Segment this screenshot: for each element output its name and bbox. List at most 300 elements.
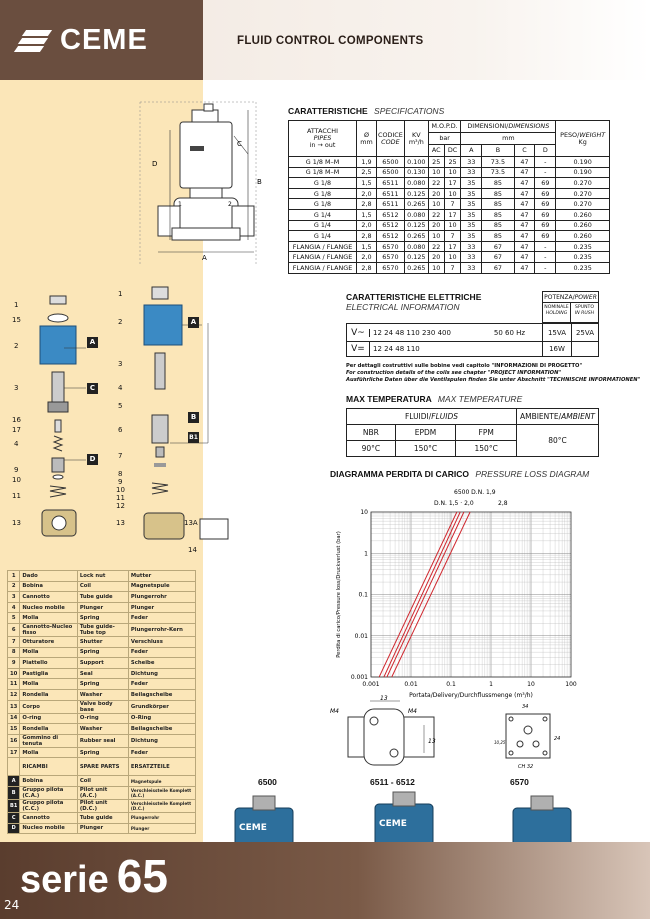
col-ac: AC [428, 145, 444, 157]
spec-cell: 2,0 [357, 252, 377, 263]
x-axis-label: Portata/Delivery/Durchflussmenge (m³/h) [409, 692, 533, 699]
callout-right-13: 13 [116, 519, 125, 527]
spare-header-cell: SPARE PARTS [77, 758, 128, 776]
dim-d-label: D [152, 160, 158, 168]
ac-voltages: 12 24 48 110 230 400 [369, 329, 477, 337]
power-label: POTENZA/ [544, 294, 575, 301]
col-kv-unit: m³/h [408, 137, 424, 146]
spec-cell: 7 [444, 231, 461, 242]
spec-cell: 85 [482, 178, 514, 189]
spec-cell: 47 [514, 188, 535, 199]
spec-cell: G 1/8 M–M [289, 157, 357, 168]
spec-cell: 67 [482, 241, 514, 252]
spec-cell: 22 [428, 178, 444, 189]
temperature-heading [346, 394, 522, 404]
spec-cell: - [535, 262, 556, 273]
spec-cell: 6511 [377, 199, 405, 210]
spec-cell: G 1/4 [289, 209, 357, 220]
spare-row [8, 786, 196, 799]
dim-a-label: A [202, 254, 207, 262]
part-cell: Spring [77, 747, 128, 758]
spare-cell: Verschleissteile Komplett (D.C.) [128, 799, 195, 812]
section-badge-b: B [188, 412, 199, 423]
spec-cell: 47 [514, 241, 535, 252]
spare-cell: Pilot unit (A.C.) [77, 786, 128, 799]
ac-inrush-power: 25VA [571, 324, 598, 342]
col-in-out: in → out [309, 140, 336, 149]
brand-name: CEME [60, 24, 148, 56]
part-cell: Bobina [20, 581, 77, 592]
callout-left-10: 10 [12, 476, 21, 484]
callout-right-12: 12 [116, 502, 125, 510]
spare-cell: C [8, 812, 20, 823]
part-cell: Tube guide-Tube top [77, 623, 128, 636]
spec-cell: 10 [444, 252, 461, 263]
ambient-temp: 80°C [517, 425, 599, 457]
spec-cell: 0.080 [404, 241, 428, 252]
dim-b-label: B [257, 178, 262, 186]
spec-cell: 0.235 [556, 241, 610, 252]
spare-cell: Gruppo pilota (C.A.) [20, 786, 77, 799]
spec-cell: 33 [461, 241, 482, 252]
spec-cell: - [535, 167, 556, 178]
dim-ch32-label: CH 32 [518, 764, 534, 770]
spec-cell: 47 [514, 252, 535, 263]
col-kg: Kg [578, 137, 587, 146]
spare-cell: Nucleo mobile [20, 823, 77, 834]
part-cell: Valve body base [77, 700, 128, 713]
part-cell: Plunger [77, 602, 128, 613]
spec-cell: G 1/4 [289, 231, 357, 242]
spec-cell: 69 [535, 231, 556, 242]
spec-cell: 20 [428, 220, 444, 231]
pressure-loss-chart [326, 484, 586, 699]
spec-cell: 6512 [377, 209, 405, 220]
spare-cell: Plungerrohr [128, 812, 195, 823]
spec-cell: 25 [444, 157, 461, 168]
page-title: FLUID CONTROL COMPONENTS [237, 35, 424, 47]
part-cell: Rubber seal [77, 734, 128, 747]
spec-cell: 47 [514, 199, 535, 210]
spec-cell: 85 [482, 209, 514, 220]
part-cell: 3 [8, 592, 20, 603]
spec-cell: 47 [514, 178, 535, 189]
spare-row [8, 799, 196, 812]
part-row [8, 647, 196, 658]
spec-cell: - [535, 252, 556, 263]
part-cell: 11 [8, 679, 20, 690]
port-1-label: 1 [178, 201, 182, 208]
part-cell: Scheibe [128, 658, 195, 669]
part-cell: Feder [128, 747, 195, 758]
part-row [8, 581, 196, 592]
spec-cell: 0.270 [556, 188, 610, 199]
part-cell: Cannotto [20, 592, 77, 603]
part-cell: Corpo [20, 700, 77, 713]
y-tick-label: 10 [360, 509, 368, 516]
spec-cell: 7 [444, 262, 461, 273]
callout-right-3: 3 [118, 360, 123, 368]
epdm-label: EPDM [395, 425, 456, 441]
part-cell: Feder [128, 647, 195, 658]
flange-dimension-drawing [330, 695, 450, 775]
callout-left-13: 13 [12, 519, 21, 527]
part-row [8, 679, 196, 690]
series-word: serie [20, 859, 109, 901]
m4-right-label: M4 [408, 708, 417, 715]
specifications-body [289, 157, 610, 274]
spec-row [289, 167, 610, 178]
callout-left-15: 15 [12, 316, 21, 324]
specs-title: CARATTERISTICHE [288, 106, 368, 116]
part-cell: Nucleo mobile [20, 602, 77, 613]
spec-cell: 10 [444, 167, 461, 178]
spec-cell: 85 [482, 220, 514, 231]
part-row [8, 713, 196, 724]
annotation-dn: D.N. 1,5 · 2,0 [434, 500, 474, 507]
part-cell: Dichtung [128, 734, 195, 747]
part-row [8, 724, 196, 735]
spec-cell: 6500 [377, 167, 405, 178]
spec-row [289, 178, 610, 189]
part-cell: 1 [8, 571, 20, 582]
col-pipes: PIPES [313, 134, 332, 143]
spec-cell: 0.125 [404, 220, 428, 231]
part-cell: Spring [77, 679, 128, 690]
spec-row [289, 188, 610, 199]
spec-cell: 69 [535, 178, 556, 189]
fpm-label: FPM [456, 425, 517, 441]
spec-cell: 0.235 [556, 262, 610, 273]
spec-cell: 33 [461, 157, 482, 168]
part-cell: Tube guide [77, 592, 128, 603]
spec-cell: 20 [428, 252, 444, 263]
spare-cell: Tube guide [77, 812, 128, 823]
part-cell: 17 [8, 747, 20, 758]
fpm-temp: 150°C [456, 441, 517, 457]
port-2-label: 2 [228, 201, 232, 208]
spec-cell: 0.265 [404, 262, 428, 273]
col-b: B [482, 145, 514, 157]
spec-row [289, 209, 610, 220]
dim-34-label: 34 [522, 704, 529, 710]
specs-title-en: SPECIFICATIONS [374, 106, 445, 116]
spec-cell: 69 [535, 220, 556, 231]
spare-cell: D [8, 823, 20, 834]
spec-cell: 0.190 [556, 167, 610, 178]
ceme-logo-mark-icon [20, 28, 54, 54]
product-6511-6512-label: 6511 - 6512 [370, 777, 415, 787]
y-tick-label: 1 [364, 550, 368, 558]
dim-13v-label: 13 [428, 738, 436, 745]
spare-row [8, 776, 196, 787]
spec-row [289, 252, 610, 263]
part-cell: Rondella [20, 724, 77, 735]
y-axis-label: Perdita di carico/Pressure loss/Druckverlust (bar) [336, 531, 342, 658]
spec-cell: 22 [428, 241, 444, 252]
spec-cell: 0.130 [404, 167, 428, 178]
section-badge-c: C [87, 383, 98, 394]
callout-right-2: 2 [118, 318, 123, 326]
x-tick-label: 1 [489, 681, 493, 688]
spare-cell: Pilot unit (D.C.) [77, 799, 128, 812]
part-row [8, 623, 196, 636]
part-cell: Cannotto-Nucleo fisso [20, 623, 77, 636]
col-dc: DC [444, 145, 461, 157]
section-badge-b1: B1 [189, 434, 198, 441]
spec-cell: 73.5 [482, 157, 514, 168]
callout-right-11: 11 [116, 494, 125, 502]
callout-right-9: 9 [118, 478, 123, 486]
part-cell: Molla [20, 679, 77, 690]
col-weight: WEIGHT [579, 130, 606, 139]
spec-cell: 67 [482, 262, 514, 273]
callout-right-1: 1 [118, 290, 123, 298]
col-peso: PESO/ [560, 130, 580, 139]
spec-cell: 47 [514, 157, 535, 168]
dc-voltages: 12 24 48 110 [369, 342, 542, 356]
spec-cell: 20 [428, 188, 444, 199]
col-c: C [514, 145, 535, 157]
chart-heading [330, 469, 589, 479]
spec-cell: G 1/8 [289, 199, 357, 210]
chart-title: DIAGRAMMA PERDITA DI CARICO [330, 469, 469, 479]
callout-left-4: 4 [14, 440, 19, 448]
part-cell: Support [77, 658, 128, 669]
callout-right-7: 7 [118, 452, 123, 460]
part-cell: Piattello [20, 658, 77, 669]
spec-cell: 33 [461, 252, 482, 263]
spec-cell: 6511 [377, 188, 405, 199]
y-tick-label: 0.1 [358, 591, 368, 599]
col-a: A [461, 145, 482, 157]
callout-right-4: 4 [118, 384, 123, 392]
spec-row [289, 220, 610, 231]
annotation-2-8: 2,8 [498, 500, 508, 507]
spec-cell: 33 [461, 262, 482, 273]
spec-cell: 35 [461, 220, 482, 231]
part-cell: 7 [8, 636, 20, 647]
spare-row [8, 812, 196, 823]
part-cell: Gommino di tenuta [20, 734, 77, 747]
spec-cell: 2,8 [357, 231, 377, 242]
spec-cell: 17 [444, 178, 461, 189]
spec-cell: G 1/8 M–M [289, 167, 357, 178]
part-cell: Dichtung [128, 668, 195, 679]
spec-cell: 35 [461, 188, 482, 199]
epdm-temp: 150°C [395, 441, 456, 457]
part-row [8, 571, 196, 582]
part-cell: 9 [8, 658, 20, 669]
spare-cell: Magnetspule [128, 776, 195, 787]
part-cell: O-ring [77, 713, 128, 724]
electrical-title-en: ELECTRICAL INFORMATION [346, 302, 460, 312]
col-phi-mm: mm [360, 137, 373, 146]
spec-cell: 0.080 [404, 209, 428, 220]
x-tick-label: 0.1 [446, 681, 456, 688]
spec-cell: 1,5 [357, 209, 377, 220]
coil-note-de: Ausführliche Daten über die Ventilspulen finden Sie unter Abschnitt "TECHNISCHE INFORMATIONEN" [346, 377, 641, 384]
part-cell: Shutter [77, 636, 128, 647]
series-title [20, 849, 168, 903]
part-cell: Mutter [128, 571, 195, 582]
spec-cell: - [535, 157, 556, 168]
spec-cell: 67 [482, 252, 514, 263]
spare-cell: Plunger [128, 823, 195, 834]
spare-cell: B [8, 786, 20, 799]
temperature-table [346, 408, 599, 457]
spec-cell: 6570 [377, 252, 405, 263]
spec-cell: 1,9 [357, 157, 377, 168]
col-dim-en: DIMENSIONS [508, 122, 550, 131]
part-cell: Spring [77, 613, 128, 624]
spec-cell: 7 [444, 199, 461, 210]
electrical-heading [346, 292, 481, 312]
spec-cell: 35 [461, 199, 482, 210]
fluids-label-en: FLUIDS [431, 412, 459, 421]
spare-cell: Bobina [20, 776, 77, 787]
spare-header-cell: RICAMBI [20, 758, 77, 776]
callout-left-17: 17 [12, 426, 21, 434]
header-brand-panel [0, 0, 203, 80]
spec-cell: 47 [514, 167, 535, 178]
col-bar: bar [428, 133, 461, 145]
part-cell: Verschluss [128, 636, 195, 647]
spec-cell: 10 [444, 220, 461, 231]
col-kv: KV [412, 130, 421, 139]
part-cell: 14 [8, 713, 20, 724]
spec-cell: FLANGIA / FLANGE [289, 262, 357, 273]
part-cell: 16 [8, 734, 20, 747]
callout-right-5: 5 [118, 402, 123, 410]
power-header [542, 291, 599, 323]
spare-cell: Cannotto [20, 812, 77, 823]
spec-cell: 6570 [377, 262, 405, 273]
spare-header-row [8, 758, 196, 776]
part-row [8, 613, 196, 624]
spare-cell: Verschleissteile Komplett (A.C.) [128, 786, 195, 799]
part-row [8, 602, 196, 613]
spec-cell: 69 [535, 209, 556, 220]
part-cell: 10 [8, 668, 20, 679]
part-cell: Seal [77, 668, 128, 679]
spare-header-cell: ERSATZTEILE [128, 758, 195, 776]
spec-cell: 47 [514, 220, 535, 231]
part-cell: Feder [128, 679, 195, 690]
ac-holding-power: 15VA [542, 324, 571, 342]
svg-text:CEME: CEME [239, 823, 267, 833]
x-tick-label: 0.001 [362, 681, 380, 688]
parts-table [7, 570, 196, 834]
callout-right-10: 10 [116, 486, 125, 494]
callout-right-13a: 13A [184, 519, 198, 527]
spec-cell: 6512 [377, 231, 405, 242]
part-row [8, 668, 196, 679]
callout-left-3: 3 [14, 384, 19, 392]
spec-cell: 22 [428, 209, 444, 220]
spec-cell: 0.190 [556, 157, 610, 168]
part-cell: 13 [8, 700, 20, 713]
spec-cell: 1,5 [357, 241, 377, 252]
spec-cell: 2,5 [357, 167, 377, 178]
spec-cell: 35 [461, 231, 482, 242]
spec-cell: 2,8 [357, 262, 377, 273]
part-cell: Lock nut [77, 571, 128, 582]
part-row [8, 658, 196, 669]
coil-note [346, 363, 640, 384]
spec-cell: 10 [428, 231, 444, 242]
spec-cell: 1,5 [357, 178, 377, 189]
section-badge-d: D [87, 454, 98, 465]
spec-row [289, 157, 610, 168]
dim-24-label: 24 [554, 736, 561, 742]
spec-cell: 85 [482, 231, 514, 242]
part-cell: Washer [77, 724, 128, 735]
spec-cell: 35 [461, 178, 482, 189]
part-cell: 15 [8, 724, 20, 735]
page-number: 24 [4, 898, 20, 912]
spec-cell: 2,0 [357, 188, 377, 199]
x-tick-label: 0.01 [404, 681, 418, 688]
part-cell: Pastiglia [20, 668, 77, 679]
part-cell: Spring [77, 647, 128, 658]
svg-text:CEME: CEME [379, 819, 407, 829]
callout-right-8: 8 [118, 470, 123, 478]
col-codice: CODICE [378, 130, 403, 139]
dc-holding-power: 16W [542, 342, 571, 356]
part-row [8, 700, 196, 713]
part-cell: Plungerrohr-Kern [128, 623, 195, 636]
spec-cell: 35 [461, 209, 482, 220]
valve-dimension-drawing [130, 96, 280, 276]
spec-cell: 6570 [377, 241, 405, 252]
product-6570-label: 6570 [510, 777, 529, 787]
spare-cell: Coil [77, 776, 128, 787]
inrush-label: IN RUSH [574, 310, 595, 316]
spec-cell: 17 [444, 241, 461, 252]
series-number: 65 [116, 850, 168, 902]
part-row [8, 734, 196, 747]
ac-symbol: V~ [351, 327, 365, 338]
col-phi: Ø [363, 130, 370, 139]
part-cell: 5 [8, 613, 20, 624]
part-cell: 4 [8, 602, 20, 613]
x-tick-label: 100 [565, 681, 577, 688]
spec-cell: G 1/8 [289, 188, 357, 199]
part-cell: 6 [8, 623, 20, 636]
spec-cell: 2,0 [357, 220, 377, 231]
spec-cell: 2,8 [357, 199, 377, 210]
spec-cell: FLANGIA / FLANGE [289, 241, 357, 252]
ambient-label-en: AMBIENT [561, 412, 596, 421]
part-row [8, 636, 196, 647]
part-cell: Molla [20, 647, 77, 658]
spec-cell: 10 [444, 188, 461, 199]
spec-cell: 10 [428, 199, 444, 210]
col-dim: DIMENSIONI/ [467, 122, 509, 131]
part-cell: Molla [20, 747, 77, 758]
coil-note-it: Per dettagli costruttivi sulle bobine vedi capitolo "INFORMAZIONI DI PROGETTO" [346, 363, 583, 369]
part-cell: Washer [77, 689, 128, 700]
part-row [8, 747, 196, 758]
part-cell: O-ring [20, 713, 77, 724]
col-code: CODE [381, 137, 400, 146]
part-cell: Rondella [20, 689, 77, 700]
part-cell: Dado [20, 571, 77, 582]
spec-cell: 69 [535, 199, 556, 210]
spare-cell: B1 [8, 799, 20, 812]
spec-cell: 0.100 [404, 157, 428, 168]
